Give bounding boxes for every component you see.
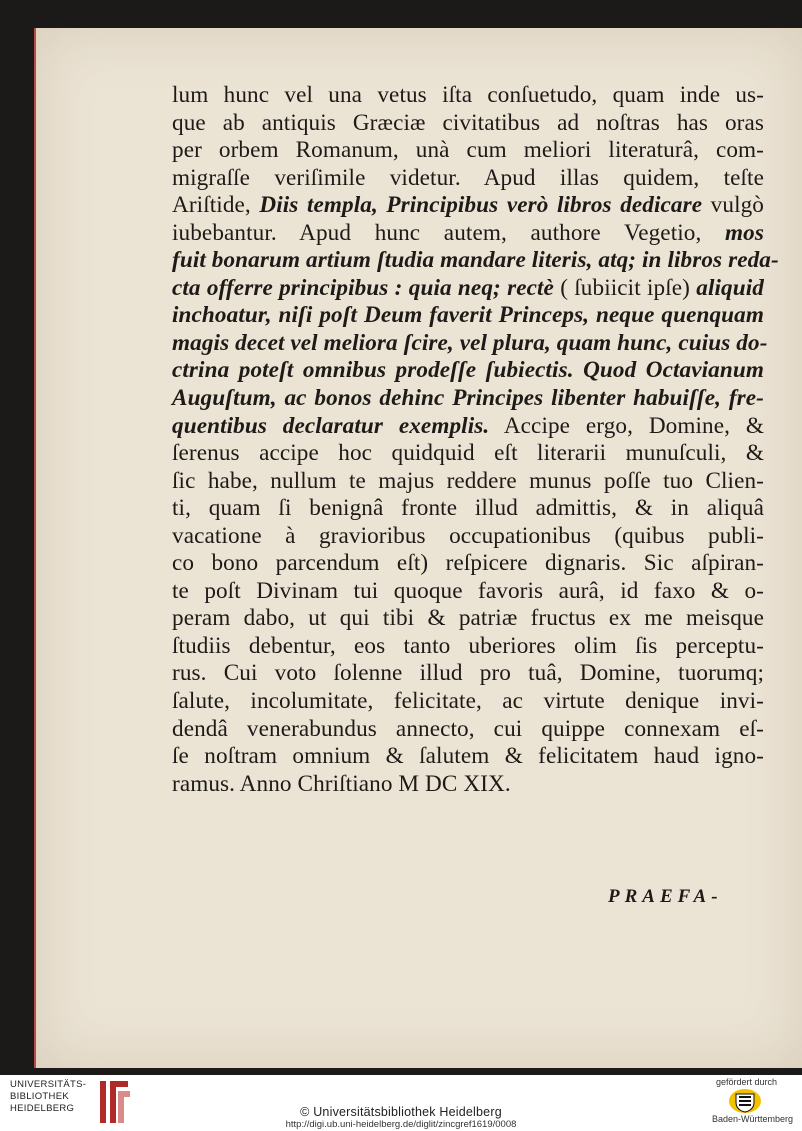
text-run: iubebantur. Apud hunc autem, authore Vegetio,	[172, 219, 726, 246]
body-text	[172, 82, 779, 798]
text-line: te poſt Divinam tui quoque favoris aurâ, id faxo & o-	[172, 577, 764, 604]
baden-wuerttemberg-crest-icon[interactable]	[727, 1088, 763, 1114]
library-name-line: UNIVERSITÄTS-	[10, 1079, 87, 1090]
copyright-notice: © Universitätsbibliothek Heidelberg	[300, 1105, 502, 1119]
text-line: que ab antiquis Græciæ civitatibus ad noſtras has oras	[172, 109, 764, 136]
text-line-italic: Auguſtum, ac bonos dehinc Principes libenter habuiſſe, fre-	[172, 385, 764, 412]
text-run: Accipe ergo, Domine, &	[489, 412, 765, 439]
text-line-italic: inchoatur, niſi poſt Deum faverit Princeps, neque quenquam	[172, 302, 764, 329]
italic-run: mos	[725, 219, 764, 246]
text-line	[172, 275, 764, 303]
text-line: ſalute, incolumitate, felicitate, ac virtute denique invi-	[172, 688, 764, 715]
footer	[0, 1075, 802, 1131]
text-line: co bono parcendum eſt) reſpicere dignaris. Sic aſpiran-	[172, 550, 764, 577]
text-line: vacatione à gravioribus occupationibus (quibus publi-	[172, 522, 764, 549]
permalink[interactable]: http://digi.ub.uni-heidelberg.de/diglit/zincgref1619/0008	[285, 1119, 517, 1130]
text-line-last: ramus. Anno Chriſtiano M DC XIX.	[172, 770, 511, 797]
funded-by-label: gefördert durch	[716, 1077, 778, 1087]
text-line: ſe noſtram omnium & ſalutem & felicitatem haud igno-	[172, 743, 764, 770]
text-line: ſic habe, nullum te majus reddere munus poſſe tuo Clien-	[172, 467, 764, 494]
italic-run: quentibus declaratur exemplis.	[172, 412, 490, 439]
text-line-italic: fuit bonarum artium ſtudia mandare literis, atq; in libros reda-	[172, 247, 779, 274]
text-line	[172, 192, 764, 220]
text-line	[172, 220, 764, 248]
text-line: rus. Cui voto ſolenne illud pro tuâ, Domine, tuorumq;	[172, 660, 764, 687]
text-line-italic: magis decet vel meliora ſcire, vel plura, quam hunc, cuius do-	[172, 329, 768, 356]
italic-run: cta offerre principibus : quia neq; rectè	[172, 274, 554, 301]
text-line: peram dabo, ut qui tibi & patriæ fructus ex me meisque	[172, 605, 764, 632]
catchword: PRAEFA-	[608, 886, 723, 907]
text-line: lum hunc vel una vetus iſta conſuetudo, quam inde us-	[172, 82, 764, 108]
italic-run: aliquid	[696, 274, 764, 301]
text-line: migraſſe veriſimile videtur. Apud illas quidem, teſte	[172, 164, 764, 191]
text-line-italic: ctrina poteſt omnibus prodeſſe ſubiectis. Quod Octavianum	[172, 357, 764, 384]
text-line: ſerenus accipe hoc quidquid eſt literarii munuſculi, &	[172, 440, 764, 467]
italic-run: Diis templa, Principibus verò libros dedicare	[259, 192, 703, 219]
text-line: ti, quam ſi benignâ fronte illud admittis, & in aliquâ	[172, 495, 764, 522]
text-run: Ariſtide,	[172, 192, 260, 219]
text-run: ( ſubiicit ipſe)	[553, 274, 697, 301]
text-line: dendâ venerabundus annecto, cui quippe connexam eſ-	[172, 715, 764, 742]
text-line	[172, 413, 764, 441]
funder-name: Baden-Württemberg	[712, 1114, 794, 1124]
text-line: per orbem Romanum, unà cum meliori literaturâ, com-	[172, 137, 764, 164]
text-run: vulgò	[702, 192, 764, 219]
text-line: ſtudiis debentur, eos tanto uberiores olim ſis perceptu-	[172, 632, 764, 659]
library-name-line: BIBLIOTHEK	[10, 1091, 69, 1102]
library-name-line: HEIDELBERG	[10, 1103, 75, 1114]
